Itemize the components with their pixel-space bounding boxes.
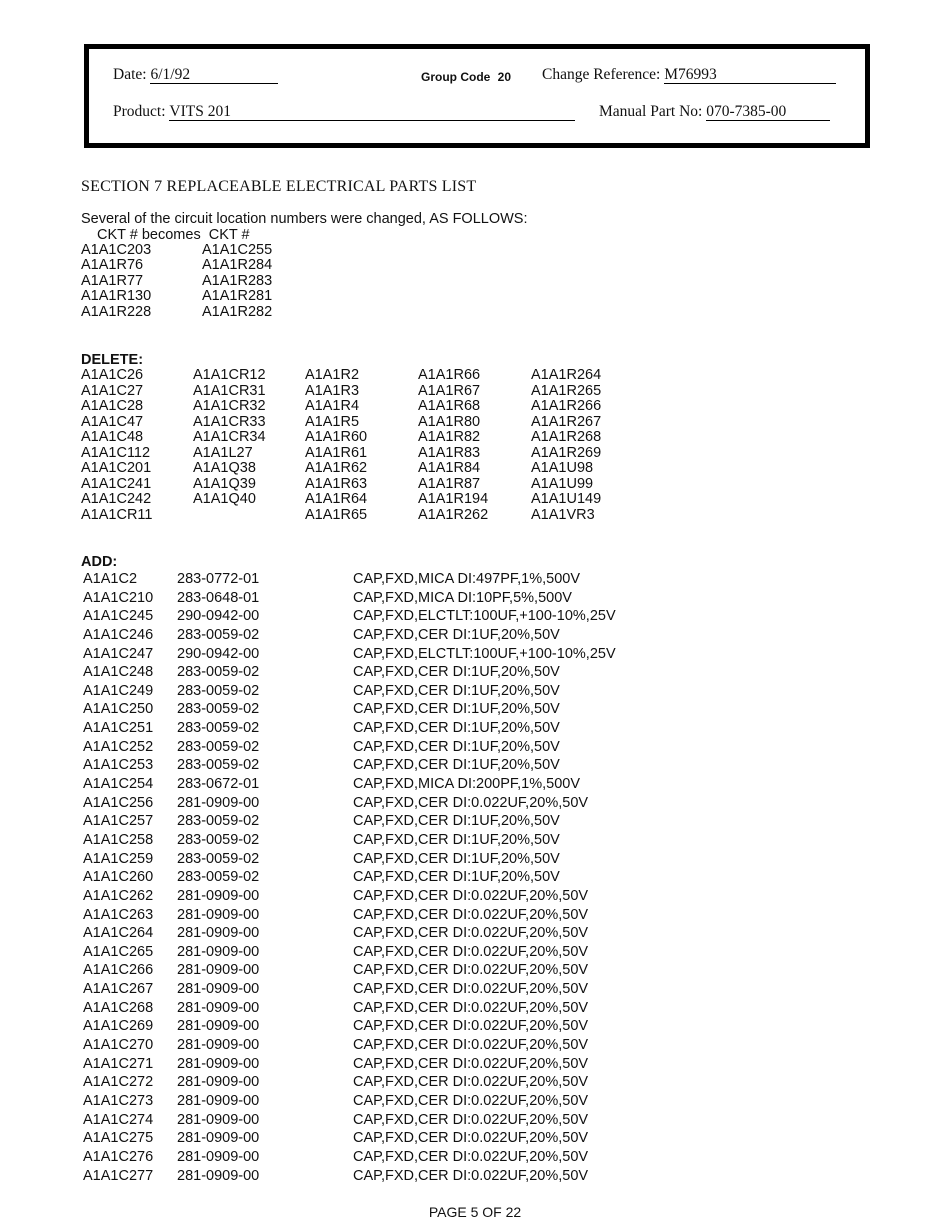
delete-item: A1A1Q39 [193,475,256,492]
part-description: CAP,FXD,CER DI:0.022UF,20%,50V [353,962,589,979]
circuit-ref: A1A1C210 [83,589,154,606]
manual-part-value: 070-7385-00 [706,103,830,121]
add-list [83,570,683,1185]
add-row [83,682,683,701]
circuit-ref: A1A1C249 [83,682,154,699]
circuit-ref: A1A1C262 [83,887,154,904]
add-row [83,1167,683,1186]
add-label: ADD: [81,554,118,570]
circuit-ref: A1A1C270 [83,1037,154,1054]
delete-item: A1A1R83 [418,444,481,461]
renumber-row [81,274,381,289]
delete-item: A1A1C241 [81,475,152,492]
delete-item: A1A1U98 [531,460,594,476]
circuit-ref: A1A1C268 [83,999,154,1016]
part-number: 281-0909-00 [177,1037,260,1054]
part-number: 290-0942-00 [177,645,260,662]
old-ckt: A1A1R77 [81,272,144,289]
manual-part-label: Manual Part No: [599,103,703,120]
new-ckt: A1A1C255 [202,242,273,258]
delete-item: A1A1R266 [531,398,602,414]
add-row [83,570,683,589]
part-description: CAP,FXD,CER DI:0.022UF,20%,50V [353,794,589,811]
add-row [83,1148,683,1167]
part-description: CAP,FXD,CER DI:1UF,20%,50V [353,701,560,718]
part-description: CAP,FXD,CER DI:1UF,20%,50V [353,738,560,755]
circuit-ref: A1A1C252 [83,738,154,755]
old-ckt: A1A1R228 [81,303,152,320]
part-number: 281-0909-00 [177,1167,260,1184]
circuit-ref: A1A1C2 [83,571,138,587]
date-label: Date: [113,66,147,83]
header-box [84,44,870,148]
add-row [83,1073,683,1092]
delete-row [81,446,641,462]
circuit-ref: A1A1C248 [83,664,154,681]
delete-item: A1A1C242 [81,491,152,507]
delete-row [81,461,641,477]
renumber-row [81,258,381,273]
part-number: 283-0059-02 [177,682,260,699]
circuit-ref: A1A1C266 [83,962,154,979]
delete-item: A1A1L27 [193,444,253,461]
add-row [83,831,683,850]
part-description: CAP,FXD,CER DI:1UF,20%,50V [353,757,560,774]
delete-item: A1A1R80 [418,413,481,430]
part-description: CAP,FXD,CER DI:0.022UF,20%,50V [353,887,589,904]
part-number: 283-0648-01 [177,589,260,606]
part-number: 281-0909-00 [177,1055,260,1072]
circuit-ref: A1A1C253 [83,757,154,774]
part-description: CAP,FXD,MICA DI:200PF,1%,500V [353,776,581,793]
delete-row [81,384,641,400]
delete-item: A1A1R262 [418,506,489,523]
part-description: CAP,FXD,ELCTLT:100UF,+100-10%,25V [353,608,616,625]
part-description: CAP,FXD,CER DI:1UF,20%,50V [353,831,560,848]
renumber-row [81,243,381,258]
renumbered-list [81,243,381,320]
part-number: 283-0059-02 [177,869,260,886]
delete-item: A1A1R60 [305,429,368,445]
part-description: CAP,FXD,CER DI:1UF,20%,50V [353,682,560,699]
new-ckt: A1A1R284 [202,257,273,274]
part-description: CAP,FXD,CER DI:0.022UF,20%,50V [353,906,589,923]
new-ckt: A1A1R281 [202,288,273,305]
add-row [83,906,683,925]
part-number: 283-0059-02 [177,757,260,774]
delete-row [81,415,641,431]
old-ckt: A1A1C203 [81,242,152,258]
circuit-ref: A1A1C264 [83,925,154,942]
delete-item: A1A1R68 [418,398,481,414]
part-description: CAP,FXD,CER DI:0.022UF,20%,50V [353,1018,589,1035]
add-row [83,924,683,943]
delete-item: A1A1R265 [531,382,602,399]
group-code-value: 20 [497,70,512,84]
delete-item: A1A1R4 [305,398,360,414]
circuit-ref: A1A1C250 [83,701,154,718]
part-number: 281-0909-00 [177,1074,260,1091]
add-row [83,868,683,887]
circuit-ref: A1A1C269 [83,1018,154,1035]
part-number: 281-0909-00 [177,1018,260,1035]
delete-item: A1A1R82 [418,429,481,445]
part-description: CAP,FXD,CER DI:0.022UF,20%,50V [353,925,589,942]
part-number: 283-0059-02 [177,738,260,755]
circuit-ref: A1A1C245 [83,608,154,625]
circuit-ref: A1A1C276 [83,1148,154,1165]
delete-item: A1A1R84 [418,460,481,476]
part-description: CAP,FXD,CER DI:0.022UF,20%,50V [353,999,589,1016]
part-description: CAP,FXD,CER DI:1UF,20%,50V [353,869,560,886]
delete-row [81,508,641,524]
add-row [83,1017,683,1036]
add-row [83,1092,683,1111]
delete-item: A1A1R64 [305,491,368,507]
part-number: 281-0909-00 [177,981,260,998]
circuit-ref: A1A1C246 [83,626,154,643]
part-number: 281-0909-00 [177,943,260,960]
delete-row [81,492,641,508]
manual-part-field [599,103,830,121]
part-number: 281-0909-00 [177,1092,260,1109]
delete-item: A1A1C112 [81,444,151,461]
delete-item: A1A1R87 [418,475,481,492]
change-reference-field [542,66,836,84]
old-ckt: A1A1R76 [81,257,144,274]
part-number: 281-0909-00 [177,887,260,904]
delete-item: A1A1R194 [418,491,489,507]
delete-item: A1A1R3 [305,382,360,399]
circuit-ref: A1A1C267 [83,981,154,998]
renumber-row [81,305,381,320]
part-number: 283-0059-02 [177,850,260,867]
add-row [83,794,683,813]
add-row [83,663,683,682]
part-number: 281-0909-00 [177,1130,260,1147]
add-row [83,719,683,738]
delete-item: A1A1CR11 [81,506,153,523]
delete-row [81,430,641,446]
delete-item: A1A1R61 [305,444,368,461]
part-description: CAP,FXD,MICA DI:497PF,1%,500V [353,571,581,587]
part-description: CAP,FXD,CER DI:0.022UF,20%,50V [353,943,589,960]
part-number: 283-0059-02 [177,813,260,830]
part-number: 283-0059-02 [177,664,260,681]
delete-item: A1A1U149 [531,491,602,507]
delete-item: A1A1C26 [81,367,144,383]
add-row [83,607,683,626]
add-row [83,850,683,869]
add-row [83,700,683,719]
part-number: 281-0909-00 [177,1148,260,1165]
delete-item: A1A1C201 [81,460,152,476]
circuit-ref: A1A1C259 [83,850,154,867]
circuit-ref: A1A1C260 [83,869,154,886]
delete-item: A1A1Q38 [193,460,256,476]
old-ckt: A1A1R130 [81,288,152,305]
delete-row [81,477,641,493]
part-number: 281-0909-00 [177,1111,260,1128]
delete-item: A1A1R62 [305,460,368,476]
part-description: CAP,FXD,CER DI:0.022UF,20%,50V [353,1092,589,1109]
delete-item: A1A1Q40 [193,491,256,507]
delete-item: A1A1C28 [81,398,144,414]
add-row [83,1036,683,1055]
section-title: SECTION 7 REPLACEABLE ELECTRICAL PARTS LIST [81,178,477,195]
delete-item: A1A1U99 [531,475,594,492]
renumber-row [81,289,381,304]
delete-item: A1A1R65 [305,506,368,523]
circuit-ref: A1A1C271 [83,1055,154,1072]
circuit-ref: A1A1C247 [83,645,154,662]
add-row [83,1055,683,1074]
delete-item: A1A1C48 [81,429,144,445]
date-field [113,66,278,84]
delete-item: A1A1R264 [531,367,602,383]
delete-item: A1A1CR32 [193,398,266,414]
part-description: CAP,FXD,CER DI:0.022UF,20%,50V [353,981,589,998]
delete-list [81,368,641,523]
add-row [83,812,683,831]
delete-item: A1A1CR12 [193,367,266,383]
delete-row [81,399,641,415]
add-row [83,999,683,1018]
group-code-field [421,70,511,84]
circuit-ref: A1A1C251 [83,720,154,737]
circuit-ref: A1A1C274 [83,1111,154,1128]
group-code-label: Group Code [421,70,491,84]
add-row [83,756,683,775]
add-row [83,626,683,645]
circuit-ref: A1A1C258 [83,831,154,848]
part-description: CAP,FXD,ELCTLT:100UF,+100-10%,25V [353,645,616,662]
change-reference-value: M76993 [664,66,836,84]
part-description: CAP,FXD,CER DI:1UF,20%,50V [353,813,560,830]
add-row [83,775,683,794]
part-number: 290-0942-00 [177,608,260,625]
part-description: CAP,FXD,CER DI:0.022UF,20%,50V [353,1055,589,1072]
part-description: CAP,FXD,CER DI:1UF,20%,50V [353,720,560,737]
delete-row [81,368,641,384]
part-description: CAP,FXD,CER DI:0.022UF,20%,50V [353,1037,589,1054]
add-row [83,645,683,664]
ckt-column-header: CKT # becomes CKT # [97,227,250,243]
part-description: CAP,FXD,CER DI:0.022UF,20%,50V [353,1148,589,1165]
delete-item: A1A1R63 [305,475,368,492]
circuit-ref: A1A1C257 [83,813,154,830]
part-number: 281-0909-00 [177,962,260,979]
delete-item: A1A1CR31 [193,382,266,399]
product-field [113,103,575,121]
part-number: 281-0909-00 [177,906,260,923]
part-description: CAP,FXD,CER DI:1UF,20%,50V [353,626,560,643]
circuit-ref: A1A1C277 [83,1167,154,1184]
add-row [83,1111,683,1130]
circuit-ref: A1A1C256 [83,794,154,811]
delete-item: A1A1C47 [81,413,144,430]
circuit-ref: A1A1C254 [83,776,154,793]
part-description: CAP,FXD,CER DI:0.022UF,20%,50V [353,1074,589,1091]
part-number: 283-0059-02 [177,720,260,737]
part-number: 283-0772-01 [177,571,260,587]
change-reference-label: Change Reference: [542,66,661,83]
part-number: 281-0909-00 [177,925,260,942]
delete-item: A1A1R269 [531,444,602,461]
part-description: CAP,FXD,CER DI:1UF,20%,50V [353,664,560,681]
part-number: 283-0059-02 [177,831,260,848]
part-number: 283-0672-01 [177,776,260,793]
intro-text: Several of the circuit location numbers were changed, AS FOLLOWS: [81,211,528,227]
add-row [83,943,683,962]
date-value: 6/1/92 [150,66,278,84]
delete-item: A1A1CR34 [193,429,266,445]
delete-item: A1A1VR3 [531,506,595,523]
delete-item: A1A1R2 [305,367,360,383]
delete-item: A1A1CR33 [193,413,266,430]
add-row [83,980,683,999]
add-row [83,589,683,608]
part-description: CAP,FXD,CER DI:1UF,20%,50V [353,850,560,867]
part-number: 281-0909-00 [177,794,260,811]
delete-item: A1A1R268 [531,429,602,445]
page-number: PAGE 5 OF 22 [428,1204,522,1220]
circuit-ref: A1A1C272 [83,1074,154,1091]
add-row [83,887,683,906]
delete-label: DELETE: [81,352,144,368]
add-row [83,738,683,757]
part-number: 283-0059-02 [177,701,260,718]
delete-item: A1A1R5 [305,413,360,430]
circuit-ref: A1A1C263 [83,906,154,923]
delete-item: A1A1R267 [531,413,602,430]
part-number: 283-0059-02 [177,626,260,643]
add-row [83,961,683,980]
delete-item: A1A1R67 [418,382,481,399]
new-ckt: A1A1R282 [202,303,273,320]
circuit-ref: A1A1C265 [83,943,154,960]
add-row [83,1129,683,1148]
product-value: VITS 201 [169,103,575,121]
part-description: CAP,FXD,CER DI:0.022UF,20%,50V [353,1130,589,1147]
part-description: CAP,FXD,CER DI:0.022UF,20%,50V [353,1167,589,1184]
part-number: 281-0909-00 [177,999,260,1016]
delete-item: A1A1C27 [81,382,144,399]
circuit-ref: A1A1C275 [83,1130,154,1147]
part-description: CAP,FXD,MICA DI:10PF,5%,500V [353,589,572,606]
new-ckt: A1A1R283 [202,272,273,289]
delete-item: A1A1R66 [418,367,481,383]
product-label: Product: [113,103,166,120]
part-description: CAP,FXD,CER DI:0.022UF,20%,50V [353,1111,589,1128]
circuit-ref: A1A1C273 [83,1092,154,1109]
